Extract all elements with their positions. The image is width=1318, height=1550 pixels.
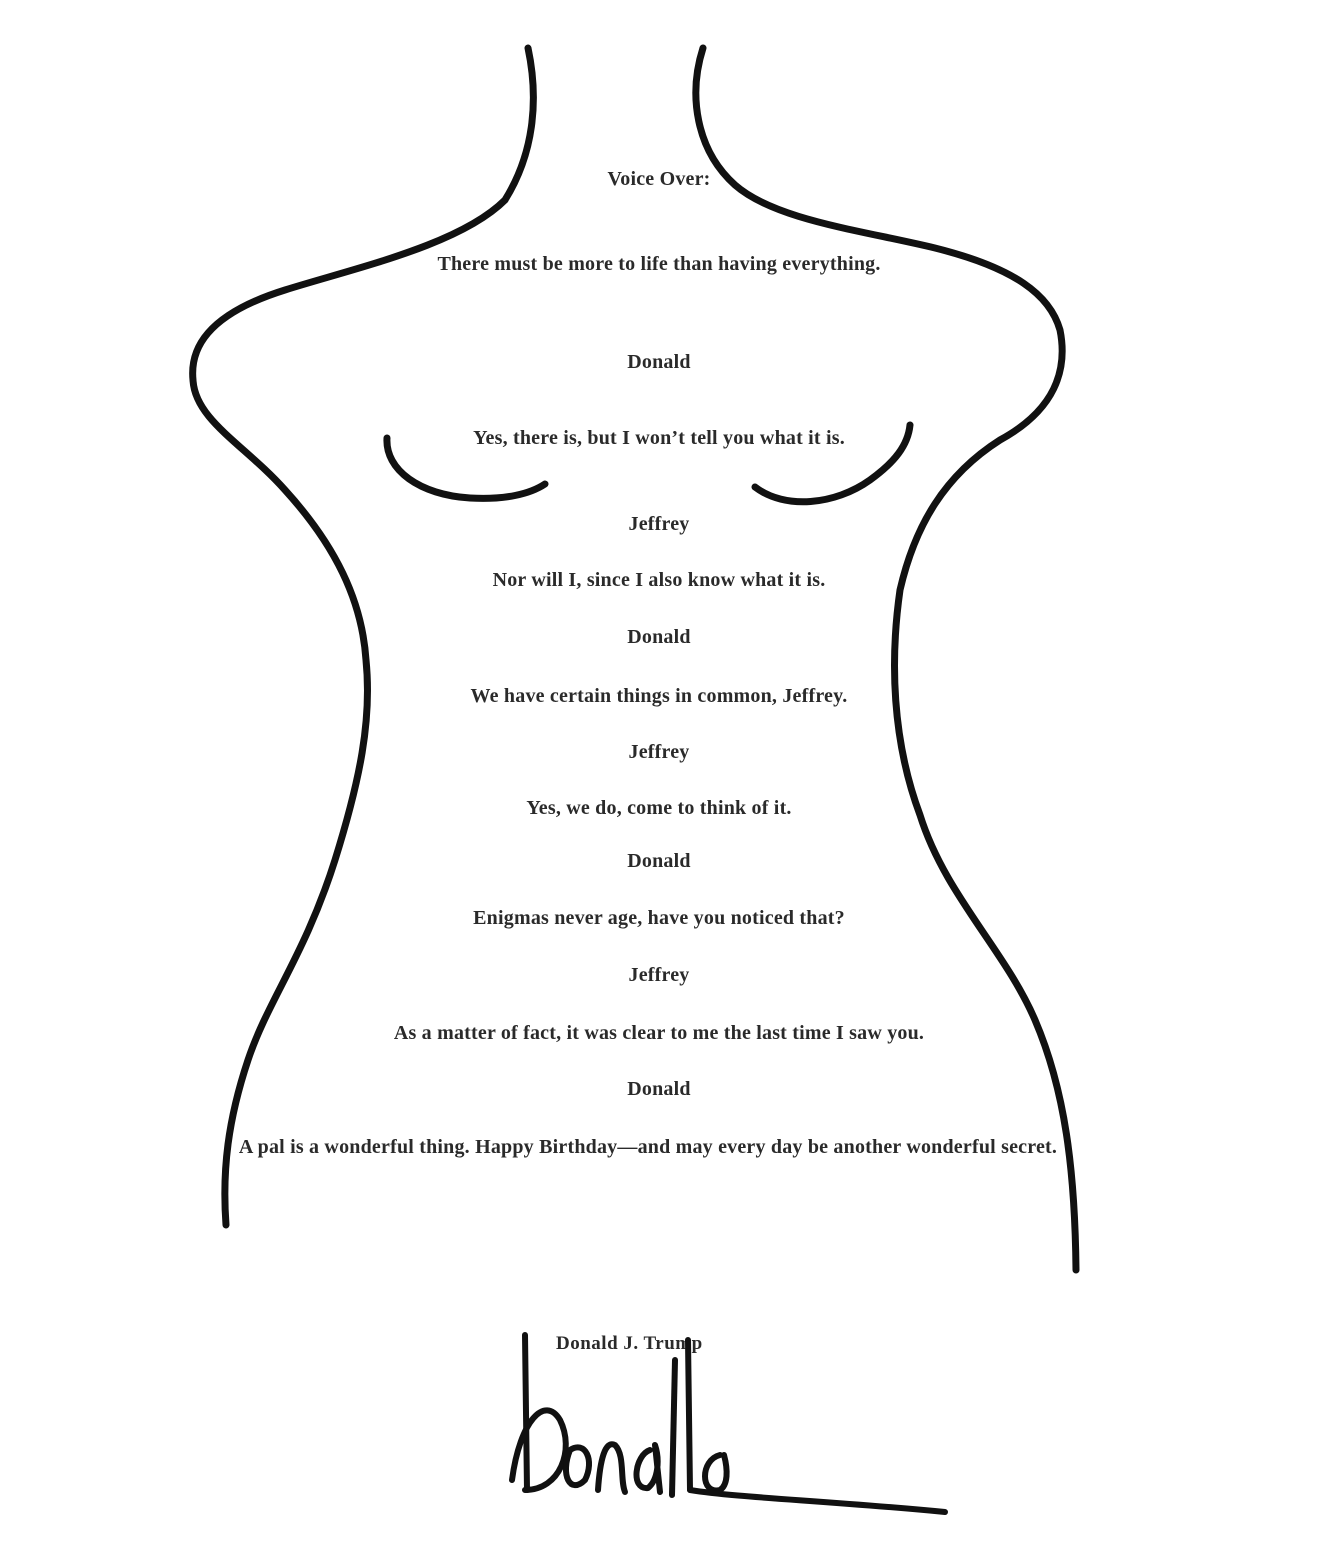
dialogue-line: As a matter of fact, it was clear to me the last time I saw you. xyxy=(393,1022,925,1044)
speaker-donald: Donald xyxy=(627,850,691,872)
speaker-jeffrey: Jeffrey xyxy=(628,513,690,535)
printed-signature-name: Donald J. Trump xyxy=(556,1333,703,1354)
speaker-jeffrey: Jeffrey xyxy=(628,741,690,763)
speaker-voice-over: Voice Over: xyxy=(607,168,711,190)
dialogue-line: There must be more to life than having everything. xyxy=(437,253,881,275)
speaker-jeffrey: Jeffrey xyxy=(628,964,690,986)
speaker-donald: Donald xyxy=(627,351,691,373)
dialogue-line: Yes, we do, come to think of it. xyxy=(526,797,792,819)
dialogue-line: Nor will I, since I also know what it is. xyxy=(492,569,826,591)
speaker-donald: Donald xyxy=(627,626,691,648)
dialogue-line: We have certain things in common, Jeffrey. xyxy=(470,685,848,707)
speaker-donald: Donald xyxy=(627,1078,691,1100)
closing-message: A pal is a wonderful thing. Happy Birthday—and may every day be another wonderful secret. xyxy=(238,1136,1058,1158)
dialogue-line: Yes, there is, but I won’t tell you what it is. xyxy=(473,427,845,449)
dialogue-line: Enigmas never age, have you noticed that? xyxy=(473,907,845,929)
